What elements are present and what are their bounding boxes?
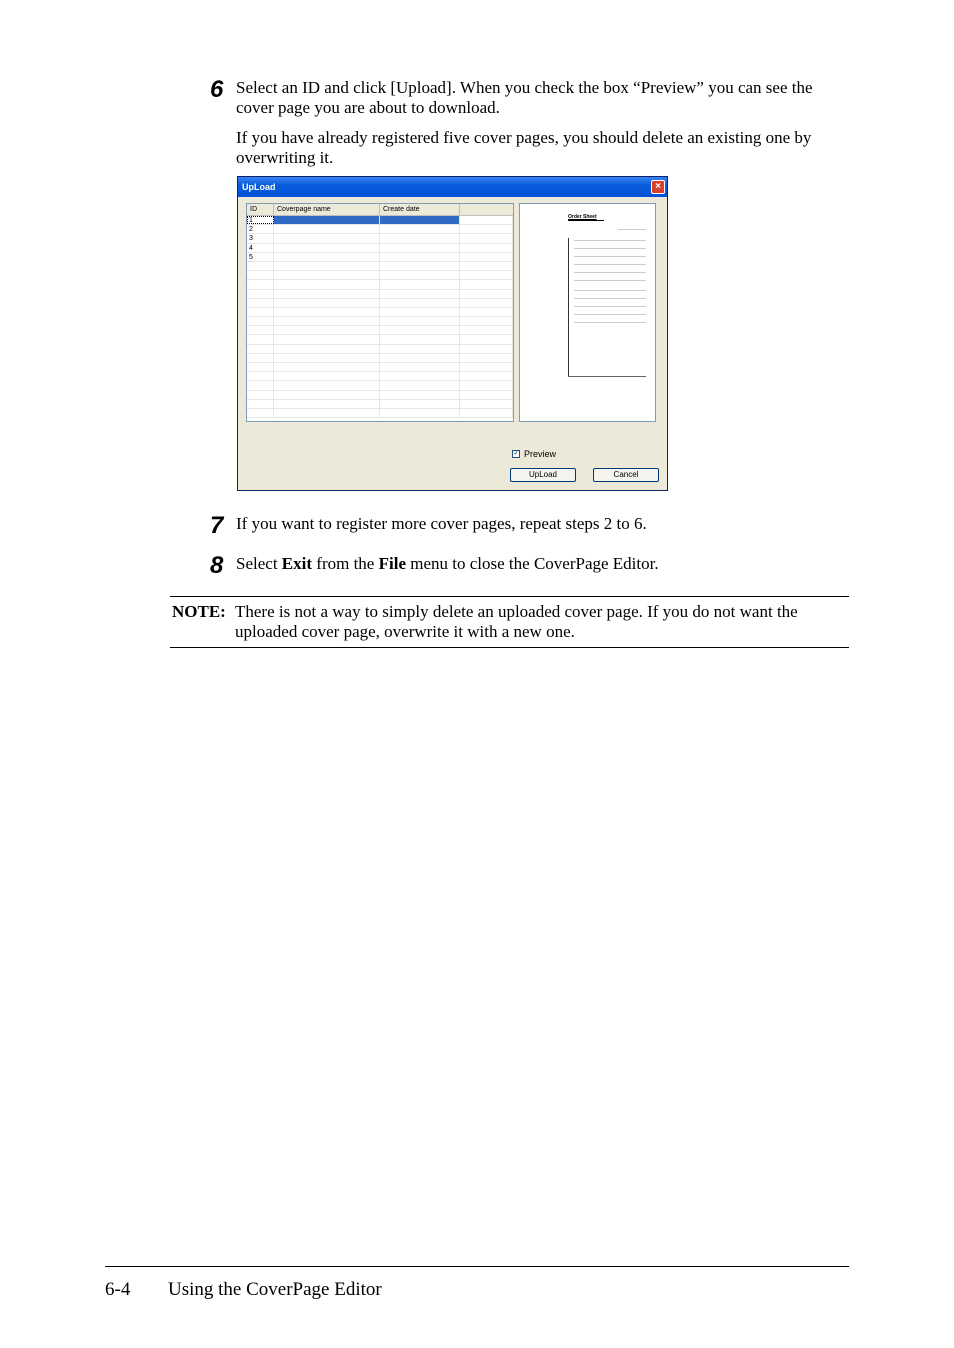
empty-cell	[460, 400, 513, 408]
empty-cell	[380, 271, 460, 279]
empty-list-row	[247, 354, 513, 363]
empty-list-row	[247, 381, 513, 390]
empty-cell	[247, 363, 274, 371]
preview-line	[574, 240, 646, 241]
preview-line	[574, 256, 646, 257]
empty-cell	[274, 345, 380, 353]
row-id: 2	[247, 225, 274, 233]
footer-rule	[105, 1266, 849, 1267]
column-header-id[interactable]: ID	[247, 204, 274, 215]
empty-list-row	[247, 391, 513, 400]
empty-cell	[247, 280, 274, 288]
list-item[interactable]	[247, 234, 513, 243]
empty-list-row	[247, 345, 513, 354]
empty-cell	[460, 326, 513, 334]
row-blank	[460, 234, 513, 242]
empty-cell	[380, 363, 460, 371]
list-item[interactable]	[247, 253, 513, 262]
preview-checkbox-row[interactable]	[512, 449, 556, 459]
row-blank	[460, 253, 513, 261]
upload-dialog	[237, 176, 668, 491]
empty-cell	[380, 372, 460, 380]
empty-cell	[460, 345, 513, 353]
empty-cell	[247, 400, 274, 408]
empty-cell	[380, 409, 460, 417]
empty-cell	[274, 409, 380, 417]
preview-line	[574, 290, 646, 291]
preview-checkbox[interactable]: ✓	[513, 451, 519, 457]
empty-cell	[380, 391, 460, 399]
empty-cell	[247, 271, 274, 279]
empty-cell	[274, 391, 380, 399]
dialog-title-bar	[238, 177, 667, 197]
empty-cell	[247, 290, 274, 298]
preview-line	[574, 264, 646, 265]
empty-cell	[247, 409, 274, 417]
preview-line	[618, 229, 646, 230]
row-id: 3	[247, 234, 274, 242]
list-item[interactable]	[247, 216, 513, 225]
empty-cell	[460, 391, 513, 399]
step-8-text-a: Select	[236, 554, 282, 573]
row-blank	[460, 216, 513, 224]
empty-list-row	[247, 335, 513, 344]
empty-cell	[460, 308, 513, 316]
dialog-title: UpLoad	[242, 182, 276, 192]
row-id: 4	[247, 244, 274, 252]
step-number-7: 7	[210, 512, 224, 539]
empty-cell	[460, 262, 513, 270]
column-header-create-date[interactable]: Create date	[380, 204, 460, 215]
row-name	[274, 225, 380, 233]
empty-list-row	[247, 363, 513, 372]
step-6-note: If you have already registered five cover pages, you should delete an existing one by overwriting it.	[236, 128, 812, 167]
empty-cell	[380, 381, 460, 389]
empty-cell	[247, 354, 274, 362]
empty-list-row	[247, 280, 513, 289]
row-blank	[460, 244, 513, 252]
row-date	[380, 225, 460, 233]
empty-cell	[380, 308, 460, 316]
column-header-blank	[460, 204, 513, 215]
empty-cell	[460, 409, 513, 417]
preview-line	[574, 272, 646, 273]
step-number-6: 6	[210, 76, 224, 103]
empty-cell	[247, 262, 274, 270]
empty-cell	[247, 391, 274, 399]
step-8-text-c: menu to close the CoverPage Editor.	[406, 554, 659, 573]
empty-cell	[274, 262, 380, 270]
empty-cell	[274, 299, 380, 307]
empty-cell	[247, 308, 274, 316]
row-date	[380, 244, 460, 252]
empty-cell	[380, 400, 460, 408]
row-name	[274, 234, 380, 242]
row-name	[274, 244, 380, 252]
preview-title-underline	[568, 220, 604, 221]
exit-term: Exit	[281, 554, 313, 573]
footer-title: Using the CoverPage Editor	[168, 1279, 382, 1300]
empty-cell	[380, 335, 460, 343]
step-number-8: 8	[210, 552, 224, 579]
note-label: NOTE:	[172, 602, 226, 621]
empty-cell	[380, 317, 460, 325]
list-item[interactable]	[247, 225, 513, 234]
empty-cell	[274, 326, 380, 334]
empty-cell	[460, 271, 513, 279]
upload-button[interactable]: UpLoad	[510, 468, 576, 482]
empty-cell	[274, 335, 380, 343]
empty-cell	[380, 280, 460, 288]
file-term: File	[378, 554, 406, 573]
row-date	[380, 234, 460, 242]
empty-list-row	[247, 308, 513, 317]
empty-cell	[274, 290, 380, 298]
empty-cell	[460, 335, 513, 343]
empty-cell	[274, 317, 380, 325]
list-header	[247, 204, 513, 216]
column-header-coverpage-name[interactable]: Coverpage name	[274, 204, 380, 215]
empty-list-row	[247, 409, 513, 418]
empty-cell	[274, 280, 380, 288]
step-7-text: If you want to register more cover pages, repeat steps 2 to 6.	[236, 514, 647, 533]
empty-list-row	[247, 262, 513, 271]
empty-list-row	[247, 400, 513, 409]
preview-line	[574, 280, 646, 281]
preview-sheet-title: Order Sheet	[568, 214, 597, 220]
preview-line	[574, 322, 646, 323]
row-id: 5	[247, 253, 274, 261]
row-date	[380, 216, 460, 224]
empty-cell	[380, 345, 460, 353]
empty-list-row	[247, 317, 513, 326]
empty-list-row	[247, 326, 513, 335]
preview-line	[574, 298, 646, 299]
empty-cell	[247, 299, 274, 307]
close-icon[interactable]: ×	[651, 180, 665, 194]
empty-list-row	[247, 372, 513, 381]
empty-cell	[380, 290, 460, 298]
row-date	[380, 253, 460, 261]
row-id: 1	[247, 216, 274, 224]
row-name	[274, 216, 380, 224]
preview-label: Preview	[524, 449, 557, 459]
empty-rows	[247, 262, 513, 418]
empty-cell	[274, 372, 380, 380]
row-name	[274, 253, 380, 261]
empty-cell	[247, 381, 274, 389]
empty-cell	[274, 363, 380, 371]
empty-cell	[460, 372, 513, 380]
coverpage-list[interactable]	[246, 203, 514, 422]
empty-cell	[247, 326, 274, 334]
empty-cell	[460, 363, 513, 371]
empty-cell	[274, 308, 380, 316]
preview-line	[574, 248, 646, 249]
empty-cell	[460, 381, 513, 389]
empty-cell	[274, 271, 380, 279]
empty-cell	[274, 354, 380, 362]
empty-list-row	[247, 271, 513, 280]
preview-margin-line	[568, 238, 569, 376]
empty-cell	[247, 335, 274, 343]
page-number: 6-4	[105, 1279, 131, 1300]
empty-cell	[247, 317, 274, 325]
empty-cell	[380, 326, 460, 334]
empty-cell	[460, 354, 513, 362]
row-blank	[460, 225, 513, 233]
empty-cell	[380, 262, 460, 270]
preview-line	[568, 376, 646, 377]
note-text: There is not a way to simply delete an uploaded cover page. If you do not want the uploaded cover page, overwrite it with a new one.	[235, 602, 798, 641]
note-box	[170, 596, 849, 648]
preview-line	[574, 306, 646, 307]
empty-cell	[460, 280, 513, 288]
empty-cell	[247, 345, 274, 353]
empty-cell	[380, 299, 460, 307]
empty-cell	[460, 317, 513, 325]
preview-line	[574, 314, 646, 315]
empty-list-row	[247, 290, 513, 299]
coverpage-preview	[519, 203, 656, 422]
empty-cell	[274, 381, 380, 389]
empty-cell	[460, 290, 513, 298]
empty-list-row	[247, 299, 513, 308]
list-item[interactable]	[247, 244, 513, 253]
cancel-button[interactable]: Cancel	[593, 468, 659, 482]
step-8-text	[236, 554, 848, 574]
step-6-text: Select an ID and click [Upload]. When you check the box “Preview” you can see the cover page you are about to download.	[236, 78, 813, 117]
step-8-text-b: from the	[312, 554, 379, 573]
empty-cell	[460, 299, 513, 307]
empty-cell	[380, 354, 460, 362]
empty-cell	[247, 372, 274, 380]
empty-cell	[274, 400, 380, 408]
